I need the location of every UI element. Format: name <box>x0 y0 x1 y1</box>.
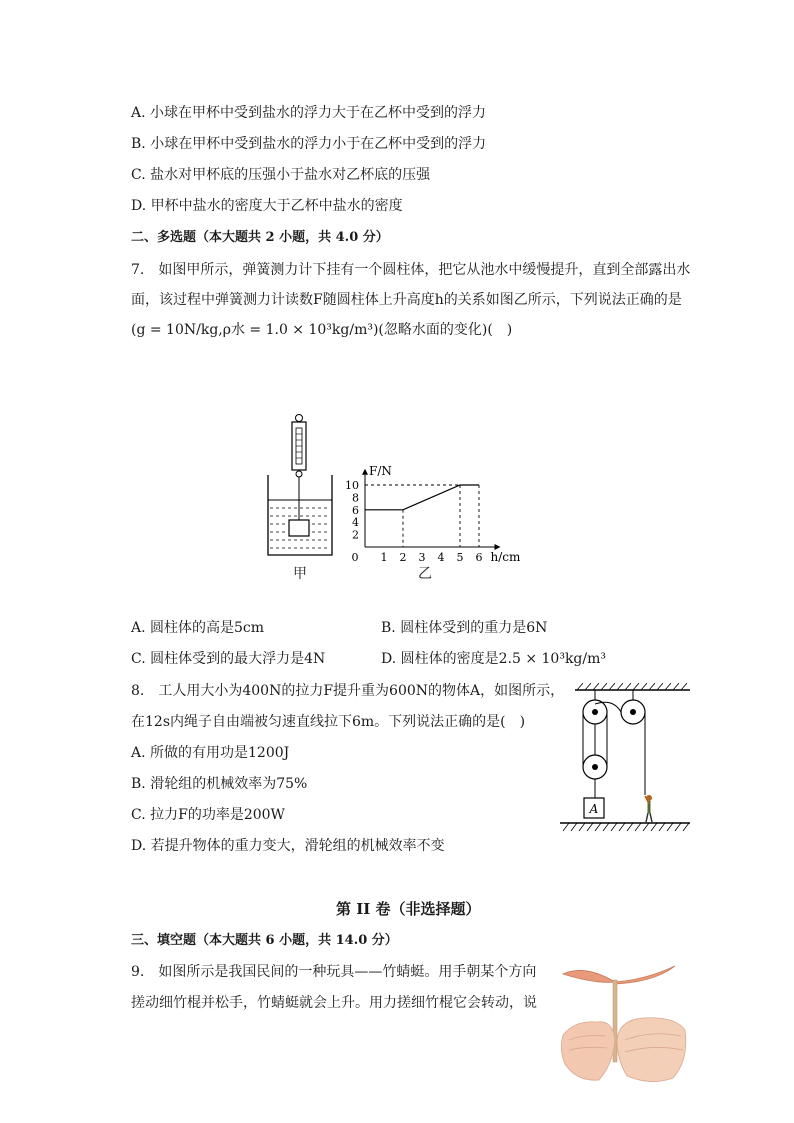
q7-option-d: D. 圆柱体的密度是2.5 × 10³kg/m³ <box>381 651 606 667</box>
q8-stem-line2: 在12s内绳子自由端被匀速直线拉下6m。下列说法正确的是( ) <box>131 714 526 730</box>
x-tick-label: 0 <box>351 551 359 564</box>
figure-spring-scale-beaker <box>260 410 340 590</box>
bamboo-dragonfly-hands-figure <box>555 960 695 1090</box>
q7-option-b: B. 圆柱体受到的重力是6N <box>381 620 548 636</box>
x-tick-label: 6 <box>475 551 483 564</box>
q6-option-a: A. 小球在甲杯中受到盐水的浮力大于在乙杯中受到的浮力 <box>131 105 487 121</box>
y-axis-label: F/N <box>369 463 392 478</box>
y-axis-arrow <box>362 469 368 475</box>
x-axis-label: h/cm <box>490 550 521 564</box>
y-tick-label: 4 <box>352 516 359 530</box>
pulley-system-figure <box>555 680 695 840</box>
y-tick-label: 8 <box>352 491 359 505</box>
part-two-title: 第 II 卷（非选择题） <box>336 900 481 918</box>
q6-option-d: D. 甲杯中盐水的密度大于乙杯中盐水的密度 <box>131 198 403 214</box>
block-a-label: A <box>589 802 599 816</box>
q7-stem-line3: (g = 10N/kg,ρ水 = 1.0 × 10³kg/m³)(忽略水面的变化)( ) <box>131 322 513 338</box>
q8-stem-line1: 8. 工人用大小为400N的拉力F提升重为600N的物体A，如图所示， <box>131 683 565 699</box>
y-tick-label: 2 <box>352 528 359 542</box>
q7-stem-line2: 面，该过程中弹簧测力计读数F随圆柱体上升高度h的关系如图乙所示，下列说法正确的是 <box>131 292 682 308</box>
q8-option-b: B. 滑轮组的机械效率为75% <box>131 776 308 792</box>
x-tick-label: 1 <box>380 551 388 564</box>
y-tick-label: 6 <box>352 503 359 517</box>
q6-option-c: C. 盐水对甲杯底的压强小于盐水对乙杯底的压强 <box>131 167 431 183</box>
figure-label-jia: 甲 <box>293 566 307 582</box>
figure-label-yi: 乙 <box>418 566 432 582</box>
q7-stem-line1: 7. 如图甲所示，弹簧测力计下挂有一个圆柱体，把它从池水中缓慢提升，直到全部露出水 <box>131 262 691 278</box>
q6-option-b: B. 小球在甲杯中受到盐水的浮力小于在乙杯中受到的浮力 <box>131 136 487 152</box>
q8-option-a: A. 所做的有用功是1200J <box>131 745 290 761</box>
x-tick-label: 4 <box>437 551 445 564</box>
x-tick-label: 2 <box>399 551 407 564</box>
force-height-graph <box>340 405 540 565</box>
x-tick-label: 5 <box>456 551 464 564</box>
q7-option-a: A. 圆柱体的高是5cm <box>131 620 265 636</box>
y-tick-label: 10 <box>345 479 359 492</box>
q8-option-c: C. 拉力F的功率是200W <box>131 807 285 823</box>
section-heading-multiple-choice: 二、多选题（本大题共 2 小题，共 4.0 分） <box>131 230 389 245</box>
q9-stem-line2: 搓动细竹棍并松手，竹蜻蜓就会上升。用力搓细竹棍它会转动，说 <box>131 995 537 1011</box>
series-line <box>365 485 479 510</box>
q8-option-d: D. 若提升物体的重力变大，滑轮组的机械效率不变 <box>131 838 445 854</box>
x-tick-label: 3 <box>418 551 426 564</box>
q9-stem-line1: 9. 如图所示是我国民间的一种玩具——竹蜻蜓。用手朝某个方向 <box>131 964 537 980</box>
q7-option-c: C. 圆柱体受到的最大浮力是4N <box>131 651 326 667</box>
section-heading-fill-in: 三、填空题（本大题共 6 小题，共 14.0 分） <box>131 933 398 948</box>
